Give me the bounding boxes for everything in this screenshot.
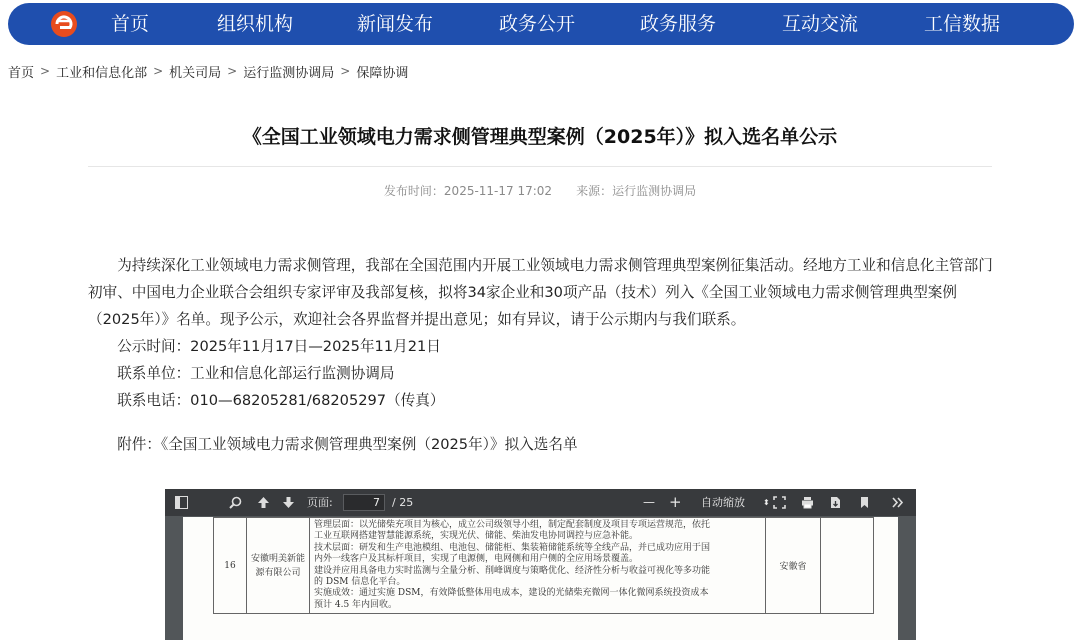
- fullscreen-icon[interactable]: [773, 489, 786, 516]
- breadcrumb-separator: >: [40, 64, 51, 78]
- table-row: [214, 518, 874, 614]
- row-company: 安徽明美新能源有限公司: [247, 518, 310, 614]
- zoom-out-button[interactable]: —: [643, 495, 655, 509]
- breadcrumb-home[interactable]: 首页: [8, 65, 35, 81]
- description-line: 内外一线客户及其标杆项目，实现了电源侧，电网侧和用户侧的全应用场景覆盖。: [314, 554, 639, 565]
- nav-item-news[interactable]: 新闻发布: [357, 13, 434, 35]
- search-icon[interactable]: [229, 489, 242, 516]
- description-line: 工业互联网搭建智慧能源系统，实现光伏、储能、柴油发电协同调控与应急补能。: [314, 531, 639, 542]
- description-line: 的 DSM 信息化平台。: [314, 577, 406, 588]
- title-divider: [88, 166, 992, 167]
- nav-item-government-affairs[interactable]: 政务公开: [499, 13, 576, 35]
- row-empty-cell: [821, 518, 874, 614]
- description-line: 建设并应用具备电力实时监测与全量分析、削峰调度与策略优化、经济性分析与收益可视化等多功能: [314, 565, 711, 576]
- chevron-updown-icon: ⬍: [763, 498, 770, 507]
- contact-phone: 联系电话：010—68205281/68205297（传真）: [117, 392, 445, 409]
- page-total: / 25: [392, 496, 414, 509]
- site-logo-icon[interactable]: [49, 9, 79, 39]
- zoom-select[interactable]: [701, 493, 771, 512]
- pdf-table: [213, 517, 874, 614]
- nav-item-home[interactable]: 首页: [111, 13, 150, 35]
- more-tools-icon[interactable]: [891, 489, 904, 516]
- row-description: [310, 518, 766, 614]
- breadcrumb-current[interactable]: 保障协调: [356, 65, 409, 81]
- breadcrumb: [8, 61, 408, 81]
- breadcrumb-bureau[interactable]: 运行监测协调局: [243, 65, 335, 81]
- row-index: 16: [214, 518, 247, 614]
- sidebar-toggle-icon[interactable]: [175, 489, 188, 516]
- breadcrumb-departments[interactable]: 机关司局: [169, 65, 222, 81]
- pdf-page: [183, 517, 898, 640]
- row-province: 安徽省: [766, 518, 821, 614]
- print-icon[interactable]: [801, 489, 814, 516]
- page-number-input[interactable]: 7: [343, 494, 385, 511]
- breadcrumb-separator: >: [340, 64, 351, 78]
- breadcrumb-separator: >: [227, 64, 238, 78]
- description-line: 技术层面：研发和生产电池模组、电池包、储能柜、集装箱储能系统等全线产品，并已成功应用于国: [314, 542, 711, 553]
- nav-item-government-services[interactable]: 政务服务: [640, 13, 717, 35]
- article-paragraph: 为持续深化工业领域电力需求侧管理，我部在全国范围内开展工业领域电力需求侧管理典型案例征集活动。经地方工业和信息化主管部门初审、中国电力企业联合会组织专家评审及我部复核，拟将34家企业和30项产品（技术）列入《全国工业领域电力需求侧管理典型案例（2025年）》名单。现予公示，欢迎社会各界监督并提出意见；如有异议，请于公示期内与我们联系。: [88, 257, 993, 328]
- attachment-link[interactable]: 附件：《全国工业领域电力需求侧管理典型案例（2025年）》拟入选名单: [117, 436, 578, 453]
- breadcrumb-ministry[interactable]: 工业和信息化部: [56, 65, 148, 81]
- article-title: 《全国工业领域电力需求侧管理典型案例（2025年）》拟入选名单公示: [242, 126, 838, 148]
- publish-time: 发布时间：2025-11-17 17:02: [383, 184, 553, 198]
- contact-unit: 联系单位：工业和信息化部运行监测协调局: [117, 365, 395, 382]
- notice-period: 公示时间：2025年11月17日—2025年11月21日: [117, 338, 441, 355]
- top-nav-bar: [8, 3, 1074, 45]
- nav-item-data[interactable]: 工信数据: [924, 13, 1001, 35]
- breadcrumb-separator: >: [153, 64, 164, 78]
- description-line: 管理层面：以光储柴充项目为核心，成立公司级领导小组，制定配套制度及项目专项运营规范，依托: [314, 520, 711, 530]
- pdf-toolbar: [165, 489, 916, 516]
- bookmark-icon[interactable]: [858, 489, 871, 516]
- previous-page-icon[interactable]: [257, 489, 270, 516]
- next-page-icon[interactable]: [282, 489, 295, 516]
- save-icon[interactable]: [829, 489, 842, 516]
- pdf-viewer: [165, 489, 916, 640]
- zoom-in-button[interactable]: +: [669, 493, 682, 511]
- zoom-select-value: 自动缩放: [701, 496, 745, 509]
- nav-item-organization[interactable]: 组织机构: [217, 13, 294, 35]
- description-line: 实施成效：通过实施 DSM，有效降低整体用电成本，建设的光储柴充微网一体化微网系统投资成本: [314, 588, 709, 599]
- article-source: 来源：运行监测协调局: [576, 184, 697, 198]
- article-body: [88, 252, 998, 458]
- description-line: 预计 4.5 年内回收。: [314, 599, 398, 610]
- nav-item-interaction[interactable]: 互动交流: [782, 13, 859, 35]
- article-meta: [0, 182, 1080, 199]
- page-label: 页面:: [307, 496, 333, 509]
